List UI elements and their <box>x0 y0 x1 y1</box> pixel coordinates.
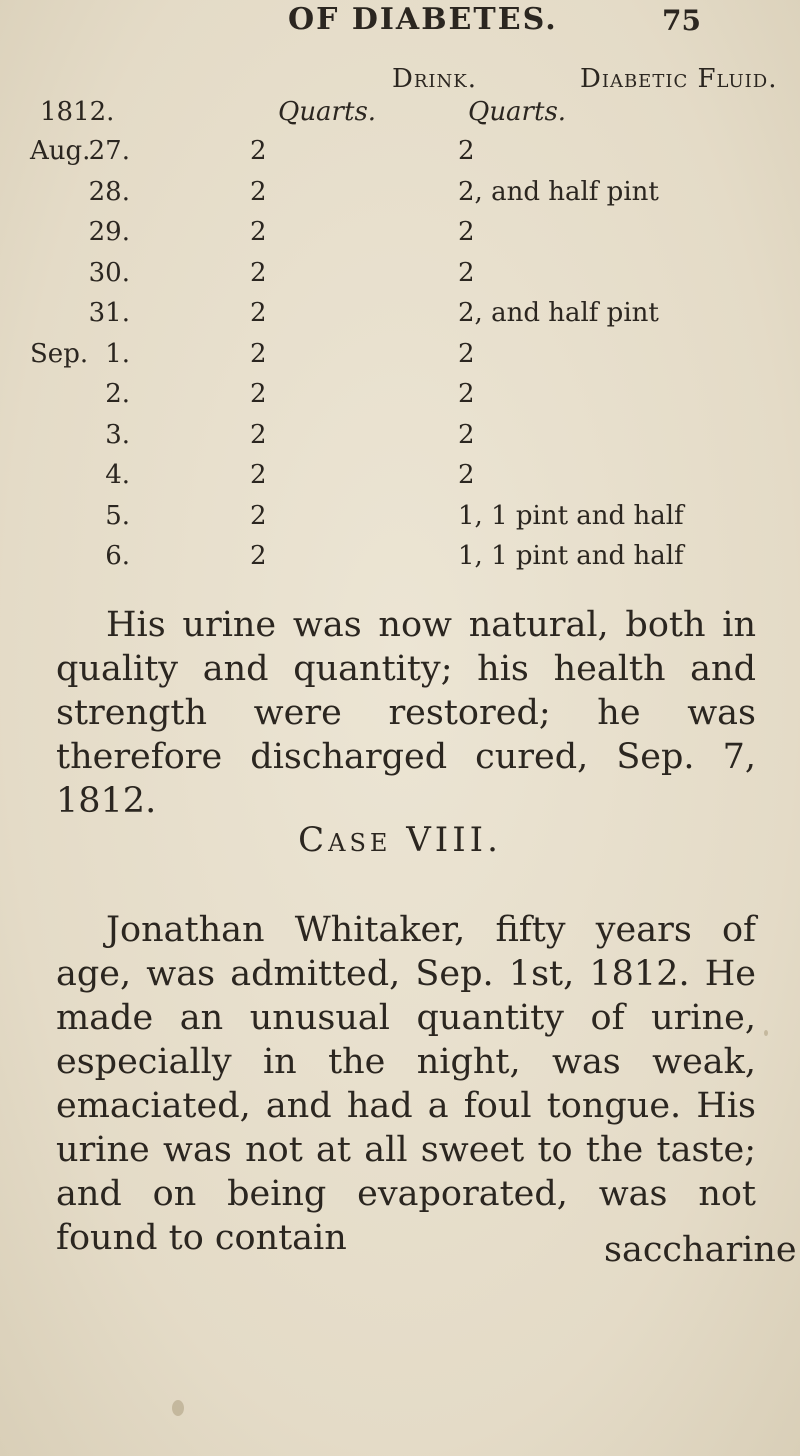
cell-drink: 2 <box>250 136 267 166</box>
table-row <box>0 541 800 577</box>
paper-speck <box>172 1400 184 1416</box>
case-heading: Case VIII. <box>298 820 502 860</box>
cell-fluid: 2, and half pint <box>458 176 659 207</box>
cell-day: 27. <box>88 136 130 166</box>
cell-drink: 2 <box>250 176 267 207</box>
cell-drink: 2 <box>250 257 267 288</box>
cell-fluid: 2, and half pint <box>458 298 659 328</box>
table-row <box>0 258 800 294</box>
fluid-unit-heading: Quarts. <box>468 97 567 127</box>
table-row <box>0 217 800 253</box>
year-heading: 1812. <box>40 97 115 127</box>
table-row <box>0 420 800 456</box>
cell-fluid: 2 <box>458 460 475 490</box>
paragraph-text: Jonathan Whitaker, fifty years of age, was admitted, Sep. 1st, 1812. He made an unusual quantity of urine, especially in the night, was weak, emaciated, and had a foul tongue. His urine was not at all sweet to the taste; and on being evaporated, was not found to contain <box>56 910 756 1258</box>
table-row <box>0 339 800 375</box>
cell-drink: 2 <box>250 419 267 450</box>
drink-column-heading: Drink. <box>392 64 477 94</box>
cell-day: 28. <box>88 176 130 207</box>
cell-day: 3. <box>105 419 130 450</box>
cell-day: 4. <box>105 460 130 490</box>
cell-drink: 2 <box>250 217 267 247</box>
paragraph-text: His urine was now natural, both in quality and quantity; his health and strength were restored; he was therefore discharged cured, Sep. 7, 1812. <box>56 605 756 821</box>
cell-day: 6. <box>105 541 130 571</box>
cell-day: 30. <box>88 257 130 288</box>
table-row <box>0 379 800 415</box>
cell-day: 29. <box>88 217 130 247</box>
cell-month: Sep. <box>30 338 89 369</box>
cell-fluid: 2 <box>458 379 475 409</box>
cell-day: 31. <box>88 298 130 328</box>
table-row <box>0 460 800 496</box>
table-row <box>0 298 800 334</box>
cell-fluid: 1, 1 pint and half <box>458 500 684 531</box>
table-row <box>0 177 800 213</box>
cell-day: 1. <box>105 338 130 369</box>
cell-drink: 2 <box>250 460 267 490</box>
drink-unit-heading: Quarts. <box>278 97 377 127</box>
table-row <box>0 136 800 172</box>
cell-drink: 2 <box>250 500 267 531</box>
paragraph-discharge <box>56 603 756 823</box>
cell-drink: 2 <box>250 379 267 409</box>
page-number: 75 <box>662 4 701 37</box>
cell-day: 5. <box>105 500 130 531</box>
running-header: OF DIABETES. <box>288 2 558 37</box>
cell-fluid: 2 <box>458 217 475 247</box>
cell-day: 2. <box>105 379 130 409</box>
table-row <box>0 501 800 537</box>
cell-drink: 2 <box>250 298 267 328</box>
cell-fluid: 2 <box>458 338 475 369</box>
paper-speck <box>764 1030 768 1036</box>
catchword: saccharine <box>604 1230 797 1270</box>
cell-drink: 2 <box>250 338 267 369</box>
fluid-column-heading: Diabetic Fluid. <box>580 64 778 94</box>
cell-fluid: 2 <box>458 419 475 450</box>
cell-fluid: 2 <box>458 136 475 166</box>
cell-drink: 2 <box>250 541 267 571</box>
cell-month: Aug. <box>30 136 91 166</box>
paragraph-case-viii <box>56 908 756 1260</box>
cell-fluid: 2 <box>458 257 475 288</box>
cell-fluid: 1, 1 pint and half <box>458 541 684 571</box>
